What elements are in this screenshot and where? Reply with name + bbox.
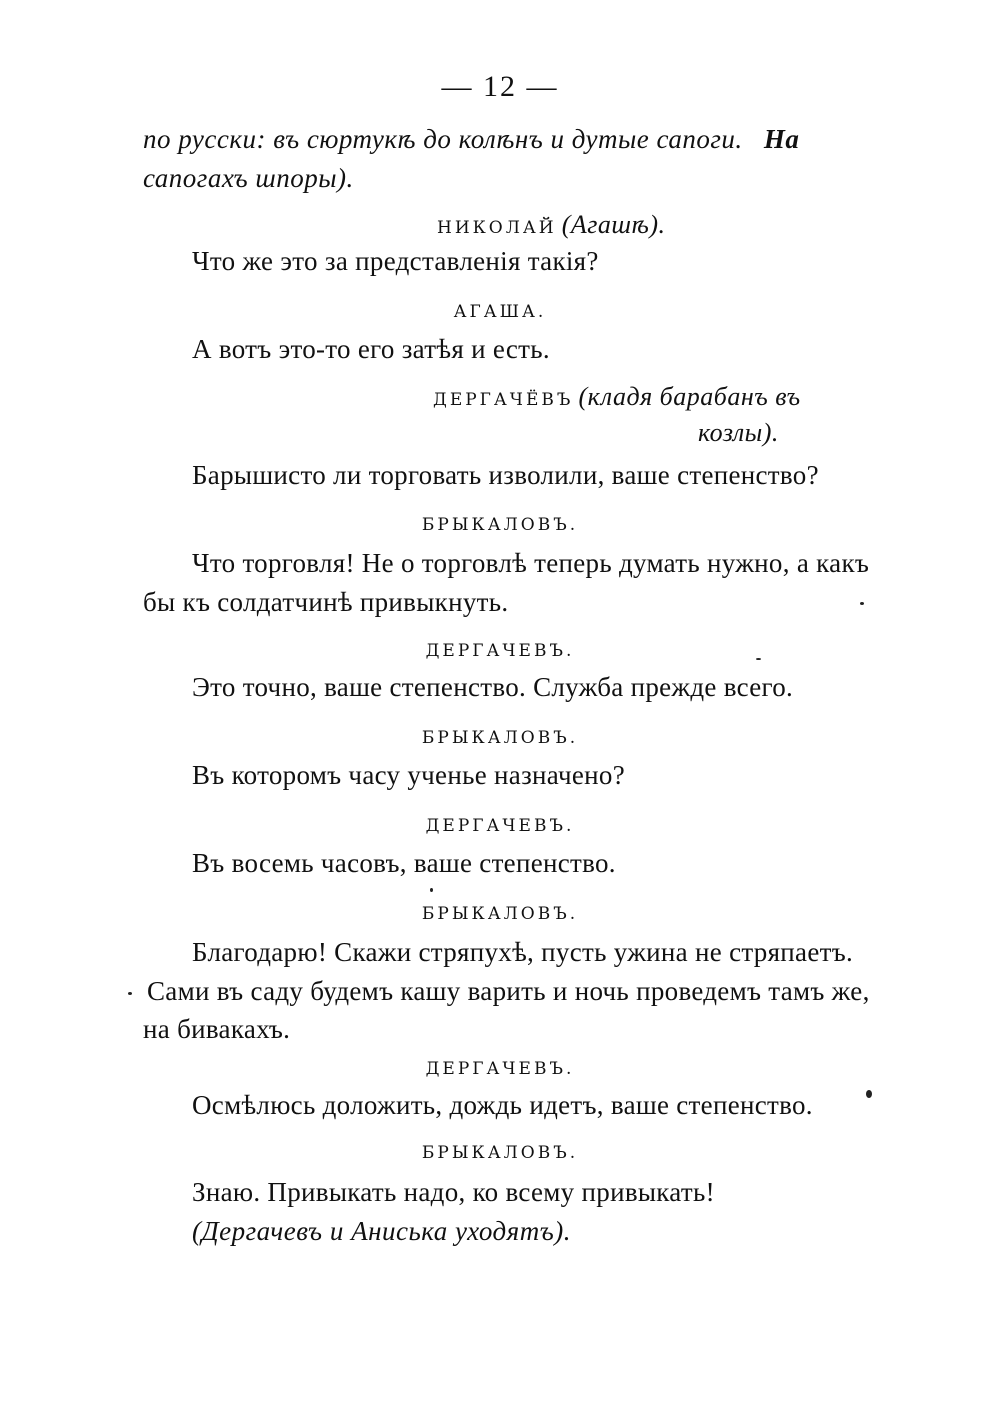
speaker-heading: [0, 1143, 1000, 1163]
speaker-heading: [0, 904, 1000, 924]
stage-direction-closing: (Дергачевъ и Аниська уходятъ).: [192, 1216, 571, 1246]
speech-line: А вотъ это-то его затѣя и есть.: [192, 334, 550, 364]
stage-direction-intro-line2: сапогахъ шпоры).: [143, 163, 354, 193]
speech-line: Знаю. Привыкать надо, ко всему привыкать!: [192, 1177, 715, 1207]
scan-speck: [860, 602, 864, 605]
speaker-name: БРЫКАЛОВЪ.: [421, 728, 579, 748]
speech-line: Что же это за представленія такія?: [192, 246, 599, 276]
speech-line: Въ восемь часовъ, ваше степенство.: [192, 848, 616, 878]
speaker-heading: [0, 816, 1000, 836]
scan-speck: [128, 992, 132, 995]
speech-line: Благодарю! Скажи стряпухѣ, пусть ужина не стряпаетъ.: [192, 937, 854, 967]
speaker-name: ДЕРГАЧЁВЪ: [433, 390, 574, 410]
page-number: — 12 —: [441, 70, 559, 103]
speaker-note: (Агашѣ).: [561, 210, 666, 239]
scan-speck: [866, 1090, 872, 1098]
speaker-heading: [0, 1059, 1000, 1079]
speech-line: Барышисто ли торговать изволили, ваше степенство?: [192, 460, 819, 490]
scan-speck: [756, 658, 761, 660]
speaker-heading: [0, 728, 1000, 748]
speaker-note-continuation: [698, 418, 779, 448]
speech-line: Это точно, ваше степенство. Служба прежде всего.: [192, 672, 794, 702]
speech-line: Осмѣлюсь доложить, дождь идетъ, ваше степенство.: [192, 1090, 813, 1120]
speaker-name: ДЕРГАЧЕВЪ.: [425, 641, 575, 661]
speaker-name: БРЫКАЛОВЪ.: [421, 515, 579, 535]
stage-direction-bold-word: На: [763, 124, 800, 154]
speaker-note-line2: козлы).: [698, 418, 779, 447]
speech-line: бы къ солдатчинѣ привыкнуть.: [143, 587, 509, 617]
speaker-heading: [0, 641, 1000, 661]
speech-line: Сами въ саду будемъ кашу варить и ночь проведемъ тамъ же,: [147, 976, 870, 1006]
speaker-name: БРЫКАЛОВЪ.: [421, 904, 579, 924]
speaker-name: ДЕРГАЧЕВЪ.: [425, 1059, 575, 1079]
speech-line: Въ которомъ часу ученье назначено?: [192, 760, 625, 790]
stage-direction-intro-line1: [143, 124, 799, 155]
speaker-name: ДЕРГАЧЕВЪ.: [425, 816, 575, 836]
speaker-heading: [0, 302, 1000, 322]
speaker-heading: [0, 515, 1000, 535]
scan-speck: [430, 888, 433, 892]
speech-line: Что торговля! Не о торговлѣ теперь думать нужно, а какъ: [192, 548, 870, 578]
speaker-name: НИКОЛАЙ: [437, 218, 557, 238]
speaker-name: АГАША.: [453, 302, 547, 322]
speaker-heading: [437, 210, 666, 240]
speaker-name: БРЫКАЛОВЪ.: [421, 1143, 579, 1163]
speaker-heading: [433, 382, 801, 412]
stage-direction-text: по русски: въ сюртукѣ до колѣнъ и дутые сапоги.: [143, 124, 743, 154]
speaker-note: (кладя барабанъ въ: [578, 382, 801, 411]
speech-line: на бивакахъ.: [143, 1014, 291, 1044]
